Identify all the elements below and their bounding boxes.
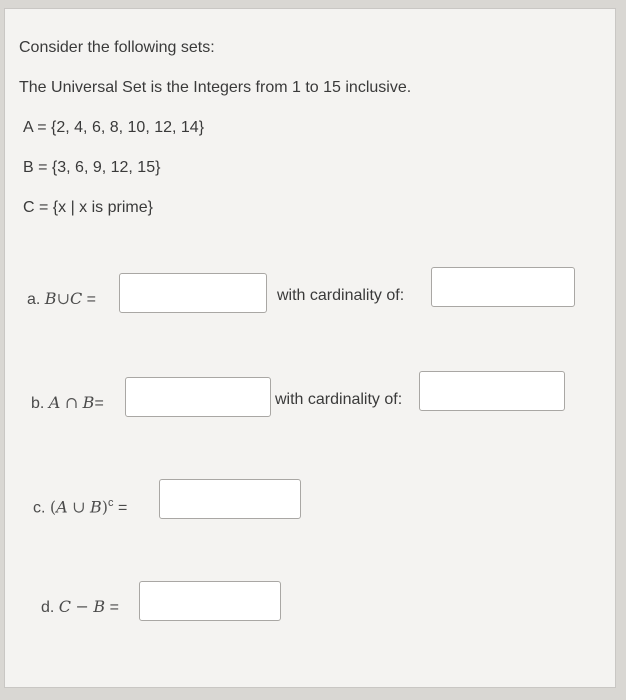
question-card — [4, 8, 616, 688]
universal-set-text: The Universal Set is the Integers from 1 to 15 inclusive. — [19, 79, 412, 96]
question-a-left: B — [44, 289, 57, 308]
question-c-op: ∪ — [72, 497, 86, 517]
cardinality-b-label: with cardinality of: — [275, 391, 403, 408]
question-d-eq: = — [109, 599, 119, 616]
question-c-eq: = — [118, 499, 128, 517]
question-c-close-paren: ) — [101, 497, 109, 517]
question-b-eq: = — [94, 395, 104, 412]
question-d-right: B — [93, 597, 106, 616]
question-d-left: C — [58, 597, 72, 616]
set-c-definition: C = {x | x is prime} — [23, 199, 153, 216]
question-c-label — [33, 497, 127, 517]
question-c-right: B — [90, 497, 102, 517]
set-a-definition: A = {2, 4, 6, 8, 10, 12, 14} — [23, 119, 205, 136]
set-b-definition: B = {3, 6, 9, 12, 15} — [23, 159, 161, 176]
question-c-open-paren: ( — [49, 497, 57, 517]
question-a-prefix: a. — [27, 291, 41, 308]
question-b-prefix: b. — [31, 395, 45, 412]
answer-b-input[interactable] — [125, 377, 271, 417]
cardinality-a-input[interactable] — [431, 267, 575, 307]
cardinality-b-input[interactable] — [419, 371, 565, 411]
answer-a-input[interactable] — [119, 273, 267, 313]
question-a-eq: = — [86, 291, 97, 308]
intro-heading: Consider the following sets: — [19, 39, 215, 56]
question-c-prefix: c. — [33, 499, 46, 517]
answer-c-input[interactable] — [159, 479, 301, 519]
question-b-right: B — [82, 393, 95, 412]
question-c-complement-sup: c — [108, 497, 114, 509]
question-a-op: ∪ — [56, 289, 70, 308]
cardinality-a-label: with cardinality of: — [277, 287, 405, 304]
answer-d-input[interactable] — [139, 581, 281, 621]
question-d-prefix: d. — [41, 599, 55, 616]
question-b-op: ∩ — [64, 393, 79, 412]
question-a-label — [27, 289, 96, 309]
question-c-left: A — [56, 497, 68, 517]
question-b-label — [31, 393, 104, 413]
question-b-left: A — [48, 393, 61, 412]
question-d-label — [41, 597, 119, 617]
question-d-op: − — [75, 597, 89, 616]
question-a-right: C — [69, 289, 83, 308]
